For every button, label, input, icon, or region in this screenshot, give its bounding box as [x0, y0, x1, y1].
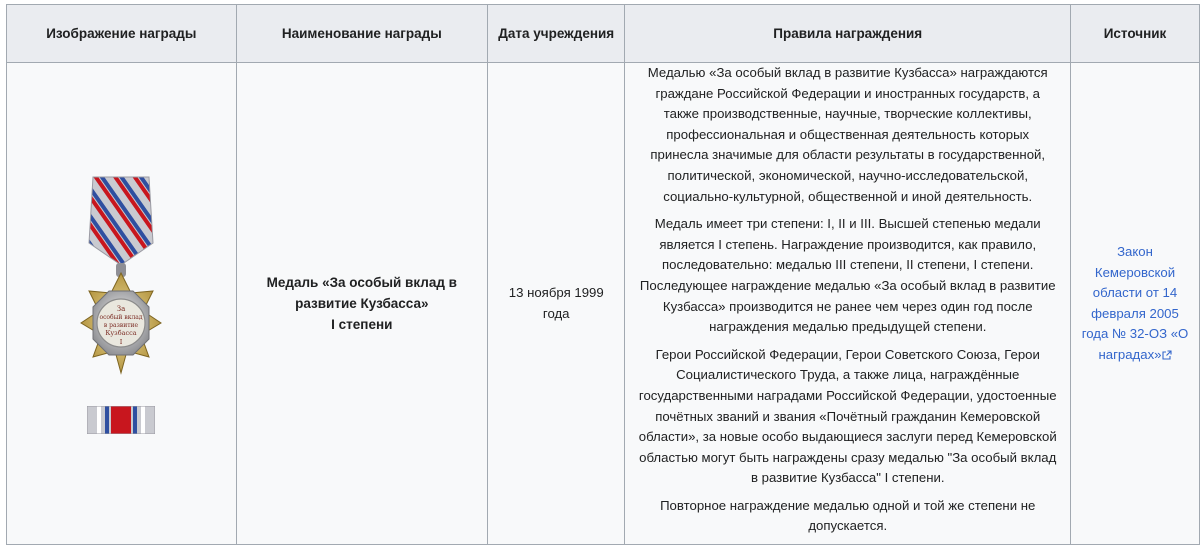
rules-paragraph-4: Повторное награждение медалью одной и той же степени не допускается.: [660, 497, 1036, 534]
medal-inscription-5: I: [120, 338, 123, 347]
rules-paragraph-2: Медаль имеет три степени: I, II и III. Высшей степенью медали является I степень. Награждение производится, как правило, последовательно: медалью III степени, II степени, I степени. Последующее награждение медалью «За особый вклад в развитие Кузбасса» производится не ранее чем через один год после награждения медалью предыдущей степени.: [639, 216, 1056, 335]
award-rules-cell: [625, 63, 1071, 545]
medal-inscription-4: Кузбасса: [105, 329, 137, 338]
award-source-cell: [1070, 63, 1199, 545]
award-image-cell: [7, 63, 237, 545]
header-source: Источник: [1070, 5, 1199, 63]
award-date-cell: [487, 63, 624, 545]
source-link[interactable]: [1082, 244, 1189, 362]
table-row: [7, 63, 1200, 545]
medal-inscription-3: в развитие: [104, 322, 139, 330]
rules-paragraph-1: Медалью «За особый вклад в развитие Кузбасса» награждаются граждане Российской Федерации и иностранных государств, а также производственные, научные, творческие коллективы, профессиональная и общественная деятельность которых принесла значимые для области результаты в государственной, политической, экономической, научно-исследовательской, социально-культурной, общественной и иной деятельность.: [647, 65, 1048, 204]
awards-table: [6, 4, 1200, 545]
medal-inscription-2: особый вклад: [99, 314, 143, 322]
award-date: 13 ноября 1999 года: [508, 285, 604, 321]
header-image: Изображение награды: [7, 5, 237, 63]
ribbon-bar-image[interactable]: [87, 406, 155, 434]
award-degree: I степени: [331, 317, 393, 333]
award-name: Медаль «За особый вклад в развитие Кузбасса»: [266, 275, 457, 312]
rules-paragraph-3: Герои Российской Федерации, Герои Советского Союза, Герои Социалистического Труда, а также лица, награждённые государственными наградами Российской Федерации, удостоенные почётных званий и звания «Почётный гражданин Кемеровской области», за новые особо выдающиеся заслуги перед Кемеровской областью могут быть награждены сразу медалью "За особый вклад в развитие Кузбасса" I степени.: [638, 346, 1057, 486]
header-rules: Правила награждения: [625, 5, 1071, 63]
header-date: Дата учреждения: [487, 5, 624, 63]
medal-inscription-1: За: [117, 305, 126, 314]
external-link-icon: [1162, 350, 1172, 360]
medal-image[interactable]: [71, 173, 171, 388]
table-header-row: [7, 5, 1200, 63]
award-name-cell: [236, 63, 487, 545]
header-name: Наименование награды: [236, 5, 487, 63]
source-link-text: Закон Кемеровской области от 14 февраля 2005 года № 32-ОЗ «О наградах»: [1081, 244, 1189, 362]
